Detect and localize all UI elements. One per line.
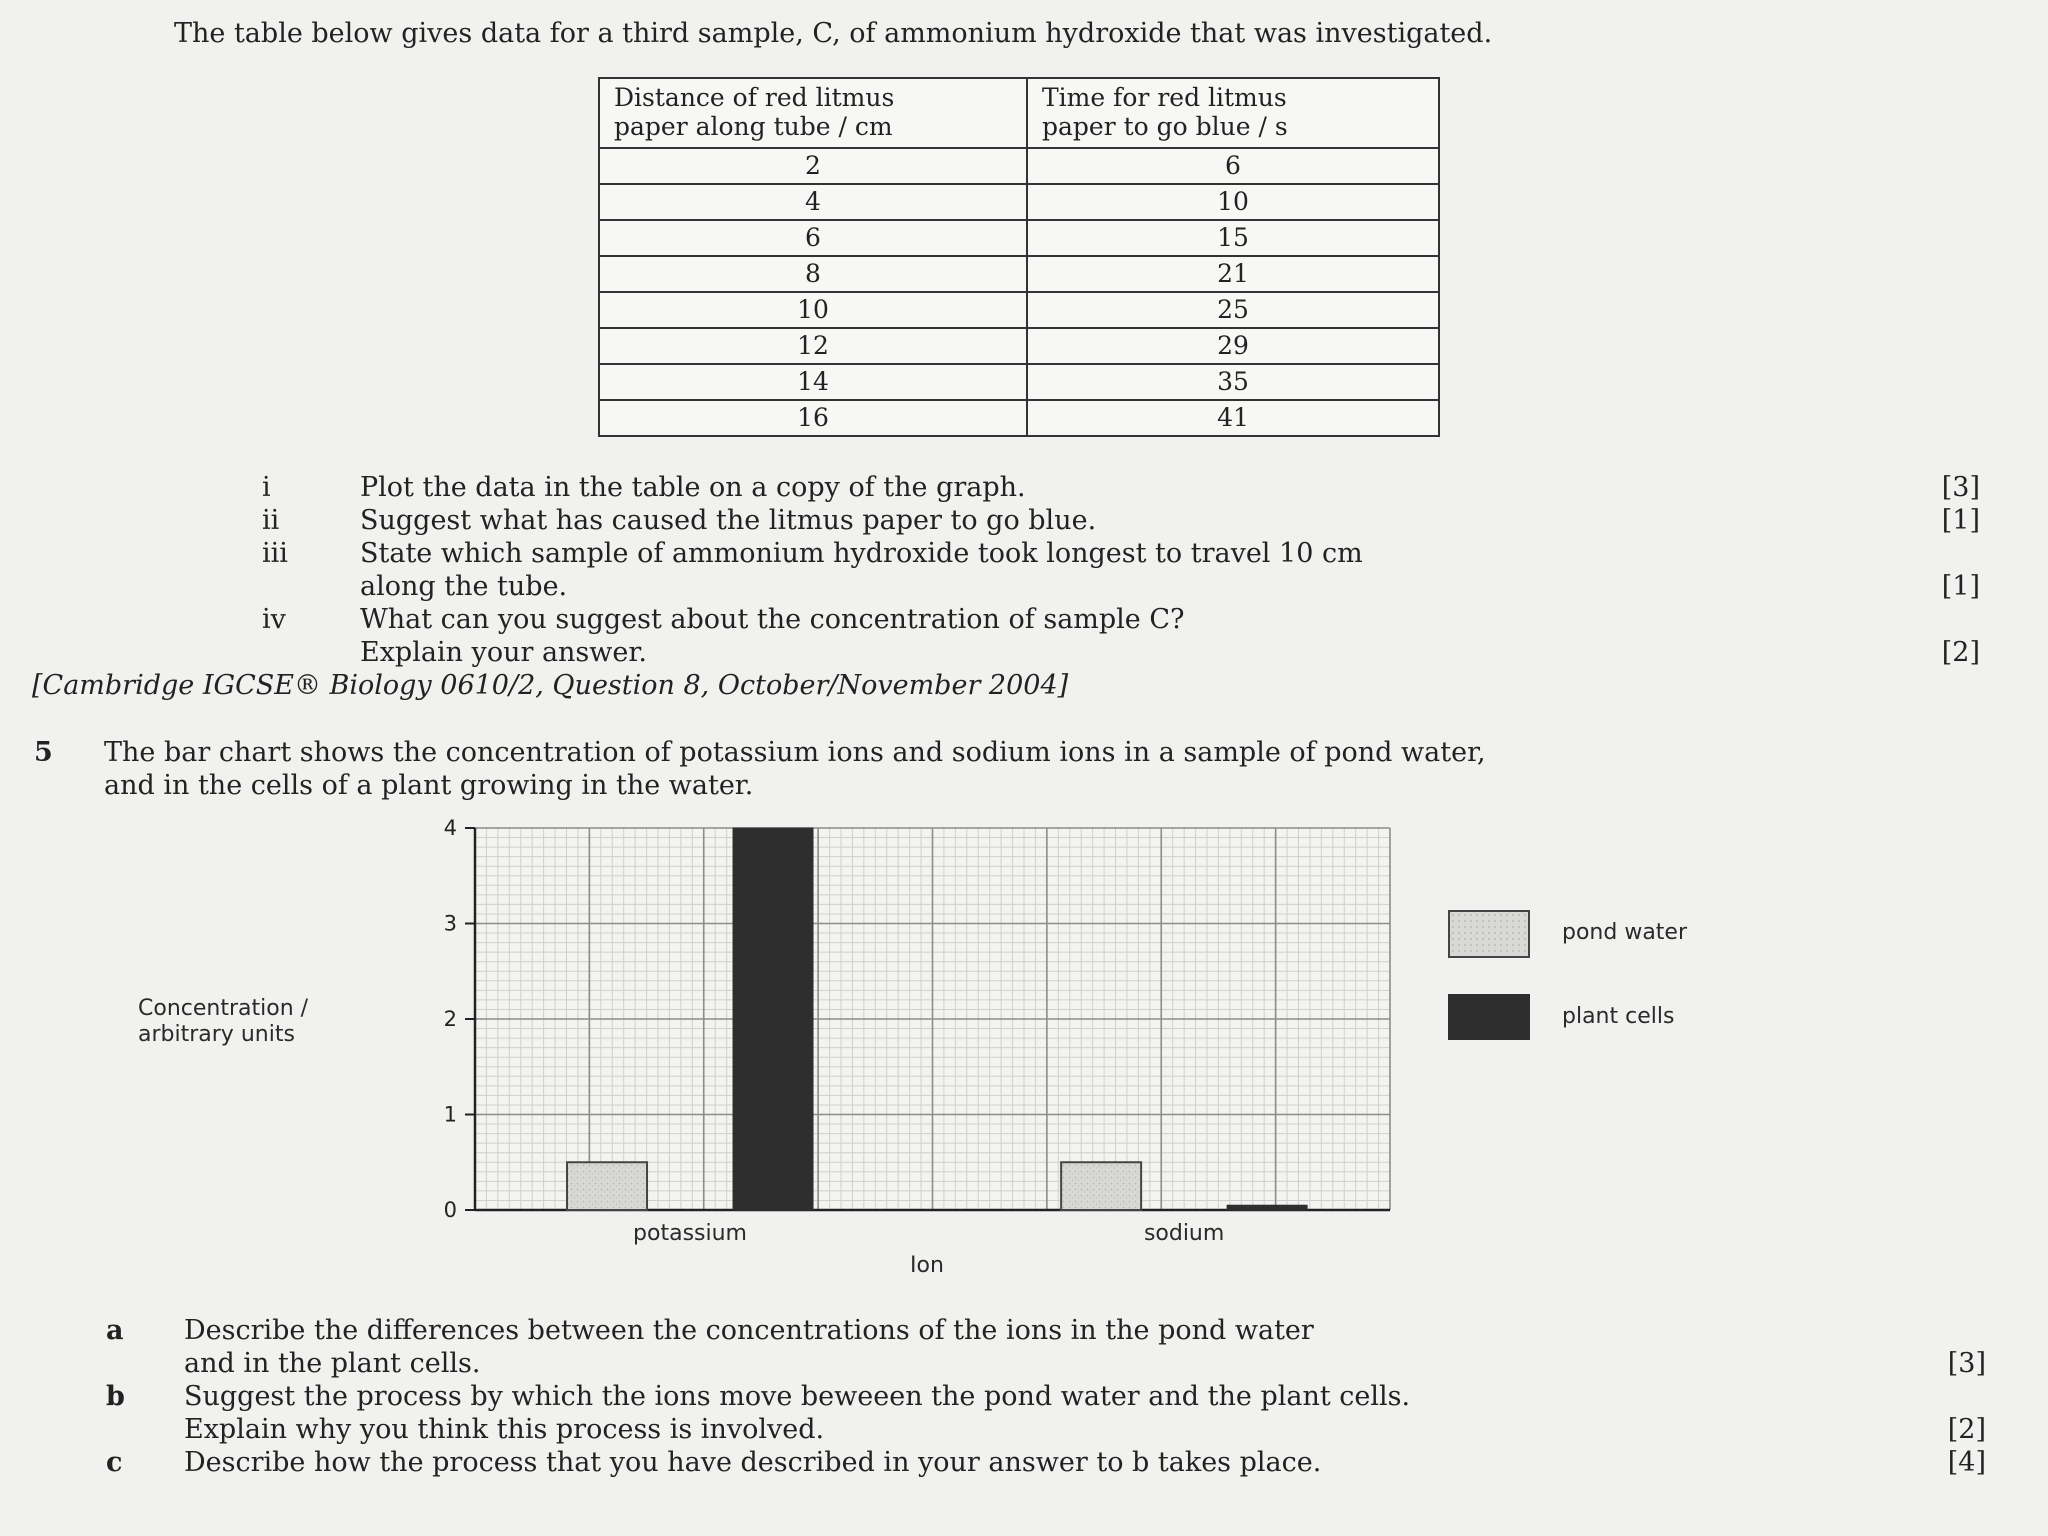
y-tick-label: 1	[443, 1102, 457, 1127]
legend-swatch-plant-cells	[1448, 994, 1530, 1040]
question-number: i	[262, 472, 271, 503]
table-cell: 35	[1027, 364, 1439, 400]
mark-allocation: [4]	[1947, 1447, 1986, 1478]
question-text: The bar chart shows the concentration of potassium ions and sodium ions in a sample of pond water,	[104, 737, 1486, 768]
x-axis-label: Ion	[910, 1253, 944, 1278]
table-cell: 25	[1027, 292, 1439, 328]
x-category-label: potassium	[633, 1221, 748, 1246]
table-header-distance	[599, 78, 1027, 148]
table-cell: 4	[599, 184, 1027, 220]
table-row	[599, 148, 1439, 184]
header-line: paper to go blue / s	[1042, 112, 1288, 141]
y-axis-label-line: arbitrary units	[138, 1022, 295, 1047]
part-text: Suggest the process by which the ions move beweeen the pond water and the plant cells.	[184, 1381, 1411, 1412]
chart-axes	[465, 828, 1390, 1210]
table-cell: 21	[1027, 256, 1439, 292]
table-cell: 41	[1027, 400, 1439, 436]
legend-label-plant-cells: plant cells	[1562, 1004, 1675, 1029]
intro-text: The table below gives data for a third sample, C, of ammonium hydroxide that was investigated.	[174, 18, 1493, 49]
chart-bars	[567, 828, 1307, 1210]
plot-area	[475, 828, 1390, 1210]
table-row	[599, 256, 1439, 292]
table-row	[599, 400, 1439, 436]
question-text: along the tube.	[360, 571, 568, 602]
table-cell: 6	[599, 220, 1027, 256]
part-text: Explain why you think this process is involved.	[184, 1414, 825, 1445]
mark-allocation: [3]	[1941, 472, 1980, 503]
y-tick-label: 2	[443, 1007, 457, 1031]
table-cell: 15	[1027, 220, 1439, 256]
y-axis-label	[138, 996, 308, 1048]
part-text: and in the plant cells.	[184, 1348, 481, 1379]
table-cell: 12	[599, 328, 1027, 364]
part-letter: b	[106, 1381, 125, 1412]
legend-label-pond-water: pond water	[1562, 920, 1688, 945]
table-cell: 8	[599, 256, 1027, 292]
bar-potassium-plant-cells	[733, 828, 813, 1210]
part-text: Describe how the process that you have described in your answer to b takes place.	[184, 1447, 1322, 1478]
mark-allocation: [2]	[1947, 1414, 1986, 1445]
mark-allocation: [1]	[1941, 571, 1980, 602]
table-row	[599, 292, 1439, 328]
table-cell: 10	[1027, 184, 1439, 220]
table-row	[599, 364, 1439, 400]
header-line: Distance of red litmus	[614, 83, 895, 112]
header-line: paper along tube / cm	[614, 112, 893, 141]
table-row	[599, 184, 1439, 220]
bar-sodium-pond-water	[1061, 1162, 1141, 1210]
table-header-time	[1027, 78, 1439, 148]
source-citation: [Cambridge IGCSE® Biology 0610/2, Question 8, October/November 2004]	[32, 670, 1069, 701]
question-text: Explain your answer.	[360, 637, 647, 668]
table-header-row	[599, 78, 1439, 148]
question-number: ii	[262, 505, 280, 536]
part-text: Describe the differences between the concentrations of the ions in the pond water	[184, 1315, 1314, 1346]
legend-swatch-pond-water	[1448, 910, 1530, 958]
bar-sodium-plant-cells	[1227, 1205, 1307, 1210]
table-row	[599, 220, 1439, 256]
mark-allocation: [3]	[1947, 1348, 1986, 1379]
question-number: 5	[34, 737, 53, 768]
table-cell: 10	[599, 292, 1027, 328]
question-text: Plot the data in the table on a copy of the graph.	[360, 472, 1026, 503]
table-cell: 6	[1027, 148, 1439, 184]
bar-potassium-pond-water	[567, 1162, 647, 1210]
question-number: iv	[262, 604, 286, 635]
header-line: Time for red litmus	[1042, 83, 1287, 112]
question-text: Suggest what has caused the litmus paper to go blue.	[360, 505, 1097, 536]
x-category-label: sodium	[1143, 1221, 1225, 1246]
chart-labels	[444, 816, 1225, 1246]
part-letter: a	[106, 1315, 124, 1346]
mark-allocation: [2]	[1941, 637, 1980, 668]
question-text: and in the cells of a plant growing in the water.	[104, 770, 754, 801]
table-cell: 2	[599, 148, 1027, 184]
part-letter: c	[106, 1447, 123, 1478]
table-row	[599, 328, 1439, 364]
chart-grid	[475, 828, 1390, 1210]
table-cell: 16	[599, 400, 1027, 436]
question-number: iii	[262, 538, 288, 569]
mark-allocation: [1]	[1941, 505, 1980, 536]
y-tick-label: 0	[443, 1198, 457, 1222]
y-tick-label: 3	[443, 911, 457, 936]
litmus-data-table	[598, 77, 1440, 437]
table-cell: 14	[599, 364, 1027, 400]
question-text: State which sample of ammonium hydroxide took longest to travel 10 cm	[360, 538, 1363, 569]
table-cell: 29	[1027, 328, 1439, 364]
y-tick-label: 4	[443, 816, 457, 840]
chart-legend	[1448, 908, 1748, 1048]
question-text: What can you suggest about the concentration of sample C?	[360, 604, 1185, 635]
y-axis-label-line: Concentration /	[138, 996, 309, 1021]
